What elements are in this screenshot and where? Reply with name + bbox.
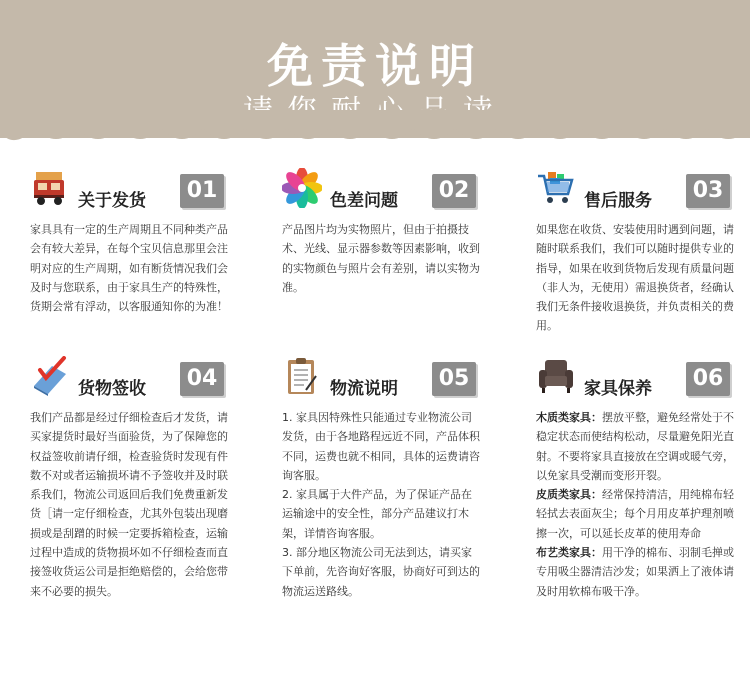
section-text: 家具具有一定的生产周期且不同种类产品会有较大差异，在每个宝贝信息那里会注明对应的生产周期，如有断货情况我们会及时与您联系，由于家具生产的特殊性，货期会常有浮动，以客服通知你的为准！ bbox=[30, 223, 228, 314]
color-wheel-icon bbox=[282, 168, 322, 208]
armchair-icon bbox=[536, 356, 576, 396]
section-title: 物流说明 bbox=[330, 379, 398, 399]
section-title: 售后服务 bbox=[584, 191, 652, 211]
care-text: 摆放平整，避免经常处于不稳定状态而使结构松动，尽量避免阳光直射。不要将家具直接放在空调或暖气旁，以免家具受潮而变形开裂。 bbox=[536, 411, 734, 482]
care-text: 用干净的棉布、羽制毛掸或专用吸尘器清洁沙发；如果洒上了液体请及时用软棉布吸干净。 bbox=[536, 546, 734, 598]
section-number-badge: 01 bbox=[180, 174, 224, 208]
section-body bbox=[536, 408, 736, 601]
care-label: 布艺类家具： bbox=[536, 546, 602, 560]
section-body bbox=[282, 408, 482, 601]
care-item-fabric bbox=[536, 543, 736, 601]
page-title: 免责说明 bbox=[267, 39, 483, 93]
section-number-badge: 04 bbox=[180, 362, 224, 396]
section-text: 我们产品都是经过仔细检查后才发货，请买家提货时最好当面验货，为了保障您的权益签收前请仔细，检查验货时发现有件数不对或者运输损坏请不予签收并及时联系我们，物流公司返回后我们免费重新发货［请一定仔细检查，尤其外包装出现磨损或是刮蹭的时候一定要拆箱检查，运输过程中造成的货物损坏如不仔细检查而直接签收货运公司是拒绝赔偿的，会给您带来不必要的损失。 bbox=[30, 411, 228, 598]
banner-scallop-edge bbox=[0, 110, 750, 150]
section-title: 货物签收 bbox=[78, 379, 146, 399]
care-item-leather bbox=[536, 485, 736, 543]
section-text: 产品图片均为实物照片，但由于拍摄技术、光线、显示器参数等因素影响，收到的实物颜色与照片会有差别，请以实物为准。 bbox=[282, 223, 480, 294]
section-number-badge: 05 bbox=[432, 362, 476, 396]
delivery-truck-icon bbox=[30, 168, 70, 208]
section-number-badge: 06 bbox=[686, 362, 730, 396]
shopping-cart-icon bbox=[536, 168, 576, 208]
section-title: 家具保养 bbox=[584, 379, 652, 399]
care-label: 木质类家具： bbox=[536, 411, 602, 424]
section-body bbox=[30, 408, 230, 601]
care-item-wood bbox=[536, 408, 736, 485]
section-body bbox=[30, 220, 230, 316]
section-number-badge: 03 bbox=[686, 174, 730, 208]
sign-checkmark-icon bbox=[30, 356, 70, 396]
section-body bbox=[536, 220, 736, 336]
clipboard-icon bbox=[282, 356, 322, 396]
section-title: 关于发货 bbox=[78, 191, 146, 211]
care-label: 皮质类家具： bbox=[536, 488, 602, 502]
section-text: 如果您在收货、安装使用时遇到问题，请随时联系我们，我们可以随时提供专业的指导，如果在收到货物后发现有质量问题（非人为，无使用）需退换货者，经确认我们无条件接收退换货，并负责相关的费用。 bbox=[536, 223, 734, 333]
section-number-badge: 02 bbox=[432, 174, 476, 208]
section-body bbox=[282, 220, 482, 297]
section-title: 色差问题 bbox=[330, 191, 398, 211]
logistics-point-3: 3. 部分地区物流公司无法到达，请买家下单前，先咨询好客服，协商好可到达的物流运送路线。 bbox=[282, 546, 480, 598]
logistics-point-2: 2. 家具属于大件产品，为了保证产品在运输途中的安全性，部分产品建议打木架，详情咨询客服。 bbox=[282, 488, 472, 540]
care-text: 经常保持清洁，用纯棉布轻轻拭去表面灰尘；每个月用皮革护理剂喷擦一次，可以延长皮革的使用寿命 bbox=[536, 488, 734, 540]
logistics-point-1: 1. 家具因特殊性只能通过专业物流公司发货，由于各地路程远近不同，产品体积不同，运费也就不相同，具体的运费请咨询客服。 bbox=[282, 411, 480, 482]
